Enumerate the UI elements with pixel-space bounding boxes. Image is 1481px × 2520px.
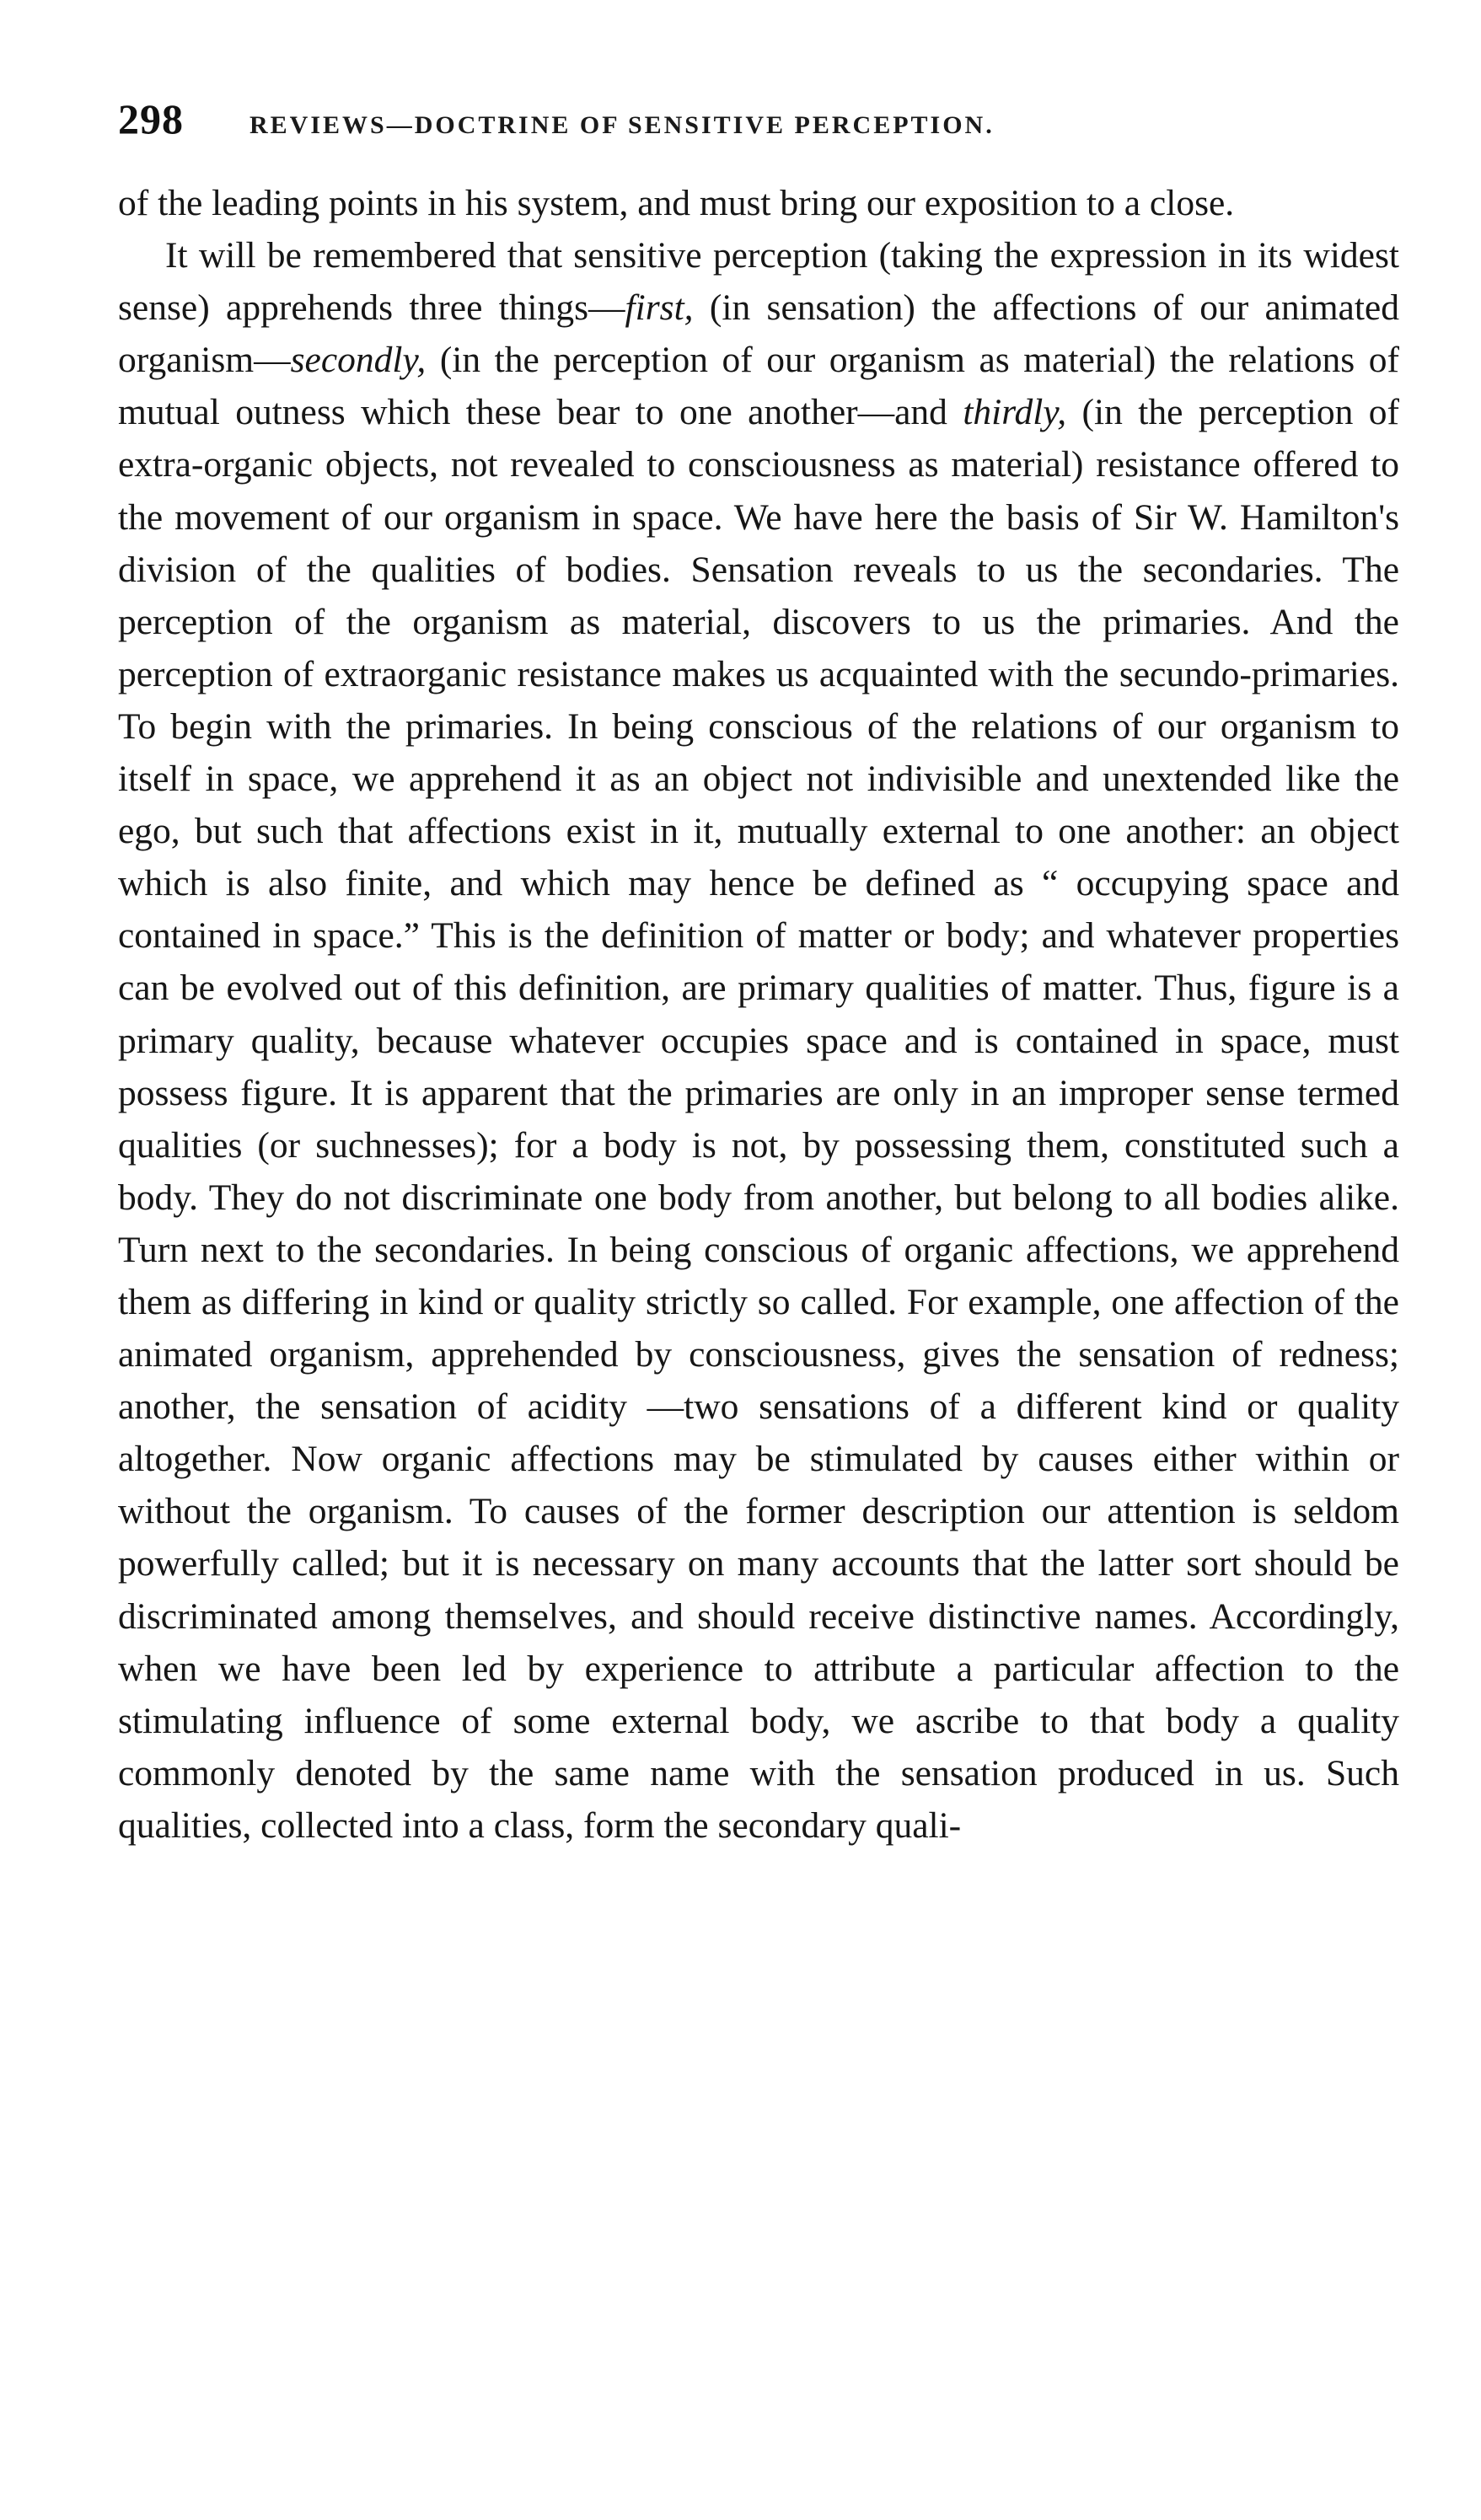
emphasis-first: first, bbox=[625, 287, 694, 329]
running-head bbox=[118, 94, 1416, 145]
paragraph-continued: of the leading points in his system, and must bring our exposition to a close. bbox=[118, 183, 1235, 223]
body-text bbox=[118, 177, 1399, 1852]
paragraph-main bbox=[118, 229, 1399, 1852]
paragraph-text: (in the perception of extra-organic objects, not revealed to consciousness as material) resistance offered to the movement of our organism in space. We have here the basis of Sir W. Hamilton's division of the qualities of bodies. Sensation reveals to us the secondaries. The perception of the organism as material, discovers to us the primaries. And the perception of extraorganic resistance makes us acquainted with the secundo-primaries. To begin with the primaries. In being conscious of the relations of our organism to itself in space, we apprehend it as an object not indivisible and unextended like the ego, but such that affections exist in it, mutually external to one another: an object which is also finite, and which may hence be defined as “ occupying space and contained in space.” This is the definition of matter or body; and whatever properties can be evolved out of this definition, are primary qualities of matter. Thus, figure is a primary quality, because whatever occupies space and is contained in space, must possess figure. It is apparent that the primaries are only in an improper sense termed qualities (or suchnesses); for a body is not, by possessing them, constituted such a body. They do not discriminate one body from another, but belong to all bodies alike. Turn next to the secondaries. In being conscious of organic affections, we apprehend them as differing in kind or quality strictly so called. For example, one affection of the animated organism, apprehended by consciousness, gives the sensation of redness; another, the sensation of acidity —two sensations of a different kind or quality altogether. Now organic affections may be stimulated by causes either within or without the organism. To causes of the former description our attention is seldom powerfully called; but it is necessary on many accounts that the latter sort should be discriminated among themselves, and should receive distinctive names. Accordingly, when we have been led by experience to attribute a particular affection to the stimulating influence of some external body, we ascribe to that body a quality commonly denoted by the same name with the sensation produced in us. Such qualities, collected into a class, form the secondary quali- bbox=[118, 392, 1399, 1846]
paragraph-text: (in sensation) the affections of our animated organism— bbox=[118, 287, 1399, 381]
page-number: 298 bbox=[118, 95, 184, 142]
emphasis-secondly: secondly, bbox=[290, 340, 427, 381]
paragraph-text: (in the perception of our organism as material) the relations of mutual outness which these bear to one another—and bbox=[118, 340, 1399, 433]
running-title: REVIEWS—DOCTRINE OF SENSITIVE PERCEPTION. bbox=[250, 111, 995, 139]
paragraph-text: It will be remembered that sensitive perception (taking the expression in its widest sense) apprehends three things— bbox=[118, 235, 1399, 329]
emphasis-thirdly: thirdly, bbox=[963, 392, 1067, 433]
